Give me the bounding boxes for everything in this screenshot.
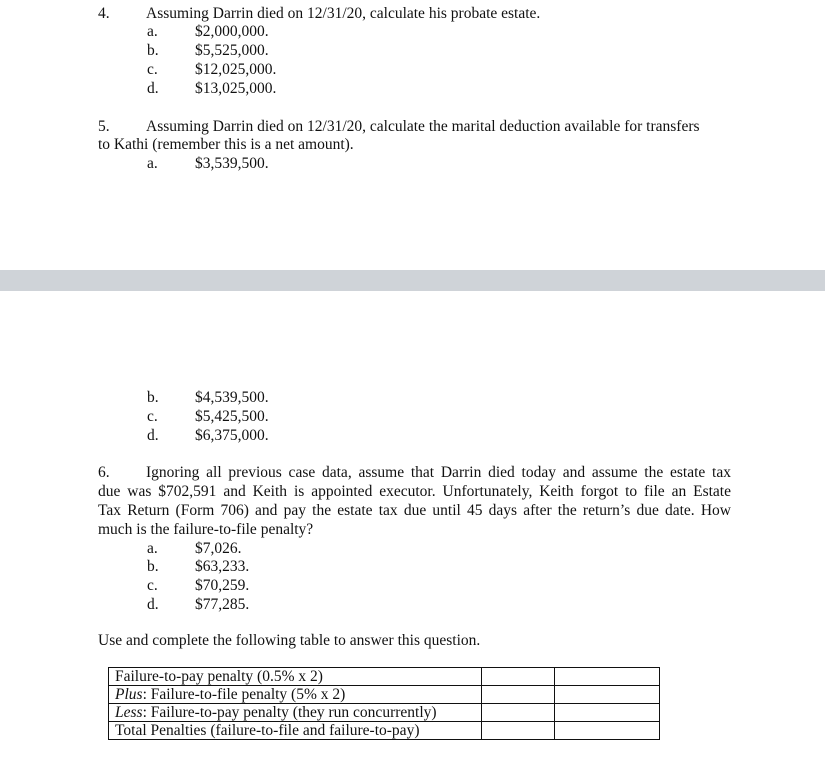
table-cell-input[interactable] xyxy=(555,722,660,740)
q4-option-b-value: $5,525,000. xyxy=(195,42,269,59)
q4-option-a-value: $2,000,000. xyxy=(195,23,269,40)
table-row xyxy=(109,722,660,740)
q4-option-d-value: $13,025,000. xyxy=(195,80,277,97)
table-row xyxy=(109,704,660,722)
question-6-number: 6. xyxy=(98,464,110,481)
q5-option-a-value: $3,539,500. xyxy=(195,155,269,172)
table-instruction: Use and complete the following table to answer this question. xyxy=(98,632,481,649)
question-4-number: 4. xyxy=(98,5,110,22)
question-5-text-line1: Assuming Darrin died on 12/31/20, calculate the marital deduction available for transfers xyxy=(146,118,700,135)
row-prefix: Plus xyxy=(115,686,143,703)
row-prefix: Less xyxy=(115,704,143,721)
penalty-table xyxy=(108,667,660,740)
q5-option-c-letter: c. xyxy=(147,408,158,425)
question-6-text-line1: Ignoring all previous case data, assume that Darrin died today and assume the estate tax xyxy=(146,464,731,481)
q5-option-b-value: $4,539,500. xyxy=(195,389,269,406)
table-cell-input[interactable] xyxy=(482,668,555,686)
table-row xyxy=(109,668,660,686)
row-label-text: Total Penalties (failure-to-file and failure-to-pay) xyxy=(115,722,420,739)
table-cell-input[interactable] xyxy=(555,686,660,704)
q5-option-a-letter: a. xyxy=(147,155,158,172)
q4-option-c-value: $12,025,000. xyxy=(195,61,277,78)
table-cell-input[interactable] xyxy=(555,704,660,722)
q4-option-b-letter: b. xyxy=(147,42,159,59)
q6-option-b-letter: b. xyxy=(147,558,159,575)
q6-option-d-value: $77,285. xyxy=(195,596,250,613)
table-cell-input[interactable] xyxy=(482,686,555,704)
question-5-number: 5. xyxy=(98,118,110,135)
q6-option-a-value: $7,026. xyxy=(195,540,242,557)
table-row-label xyxy=(109,668,482,686)
row-label-text: Failure-to-pay penalty (0.5% x 2) xyxy=(115,668,323,685)
q4-option-c-letter: c. xyxy=(147,61,158,78)
question-4-text: Assuming Darrin died on 12/31/20, calculate his probate estate. xyxy=(146,5,541,22)
table-row-label xyxy=(109,686,482,704)
q4-option-d-letter: d. xyxy=(147,80,159,97)
table-row-label xyxy=(109,704,482,722)
q6-option-b-value: $63,233. xyxy=(195,558,250,575)
page-break-band xyxy=(0,270,825,291)
q6-option-c-value: $70,259. xyxy=(195,577,250,594)
question-6-text-line3: Tax Return (Form 706) and pay the estate tax due until 45 days after the return’s due date. How xyxy=(98,502,731,519)
question-5-text-line2: to Kathi (remember this is a net amount). xyxy=(98,136,354,153)
table-row xyxy=(109,686,660,704)
q5-option-c-value: $5,425,500. xyxy=(195,408,269,425)
table-cell-input[interactable] xyxy=(482,704,555,722)
q6-option-d-letter: d. xyxy=(147,596,159,613)
q4-option-a-letter: a. xyxy=(147,23,158,40)
row-label-text: : Failure-to-pay penalty (they run concurrently) xyxy=(142,704,437,721)
q5-option-d-value: $6,375,000. xyxy=(195,427,269,444)
table-cell-input[interactable] xyxy=(482,722,555,740)
q6-option-a-letter: a. xyxy=(147,540,158,557)
table-cell-input[interactable] xyxy=(555,668,660,686)
q5-option-d-letter: d. xyxy=(147,427,159,444)
table-row-label xyxy=(109,722,482,740)
question-6-text-line2: due was $702,591 and Keith is appointed executor. Unfortunately, Keith forgot to file an Estate xyxy=(98,483,731,500)
question-6-text-line4: much is the failure-to-file penalty? xyxy=(98,521,314,538)
q5-option-b-letter: b. xyxy=(147,389,159,406)
q6-option-c-letter: c. xyxy=(147,577,158,594)
row-label-text: : Failure-to-file penalty (5% x 2) xyxy=(142,686,346,703)
